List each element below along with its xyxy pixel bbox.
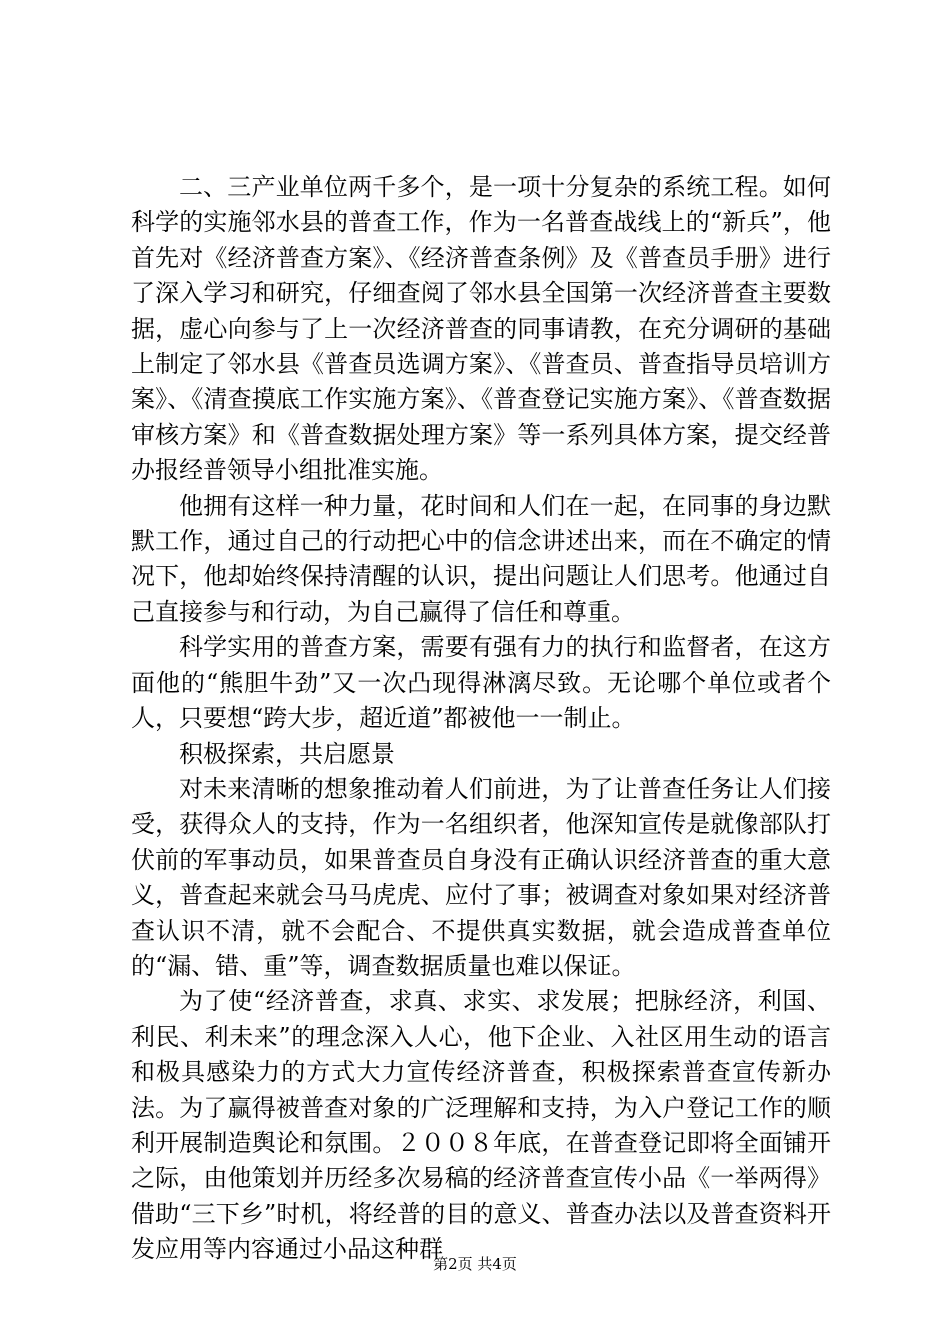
- section-heading: 积极探索，共启愿景: [179, 739, 395, 768]
- page-number-footer: 第2页 共4页: [433, 1255, 517, 1273]
- paragraph: 科学实用的普查方案，需要有强有力的执行和监督者，在这方面他的“熊胆牛劲”又一次凸现得淋漓尽致。无论哪个单位或者个人，只要想“跨大步，超近道”都被他一一制止。: [131, 633, 831, 733]
- paragraph: 对未来清晰的想象推动着人们前进，为了让普查任务让人们接受，获得众人的支持，作为一名组织者，他深知宣传是就像部队打伏前的军事动员，如果普查员自身没有正确认识经济普查的重大意义，普查起来就会马马虎虎、应付了事；被调查对象如果对经济普查认识不清，就不会配合、不提供真实数据，就会造成普查单位的“漏、错、重”等，调查数据质量也难以保证。: [131, 774, 831, 980]
- paragraph: 为了使“经济普查，求真、求实、求发展；把脉经济，利国、利民、利未来”的理念深入人心，他下企业、入社区用生动的语言和极具感染力的方式大力宣传经济普查，积极探索普查宣传新办法。为了赢得被普查对象的广泛理解和支持，为入户登记工作的顺利开展制造舆论和氛围。２００８年底，在普查登记即将全面铺开之际，由他策划并历经多次易稿的经济普查宣传小品《一举两得》借助“三下乡”时机，将经普的目的意义、普查办法以及普查资料开发应用等内容通过小品这种群: [131, 987, 831, 1264]
- paragraph: 二、三产业单位两千多个，是一项十分复杂的系统工程。如何科学的实施邻水县的普查工作，作为一名普查战线上的“新兵”，他首先对《经济普查方案》、《经济普查条例》及《普查员手册》进行了深入学习和研究，仔细查阅了邻水县全国第一次经济普查主要数据，虚心向参与了上一次经济普查的同事请教，在充分调研的基础上制定了邻水县《普查员选调方案》、《普查员、普查指导员培训方案》、《清查摸底工作实施方案》、《普查登记实施方案》、《普查数据审核方案》和《普查数据处理方案》等一系列具体方案，提交经普办报经普领导小组批准实施。: [131, 173, 831, 485]
- document-body: [131, 170, 831, 1268]
- paragraph: 他拥有这样一种力量，花时间和人们在一起，在同事的身边默默工作，通过自己的行动把心中的信念讲述出来，而在不确定的情况下，他却始终保持清醒的认识，提出问题让人们思考。他通过自己直接参与和行动，为自己赢得了信任和尊重。: [131, 491, 831, 626]
